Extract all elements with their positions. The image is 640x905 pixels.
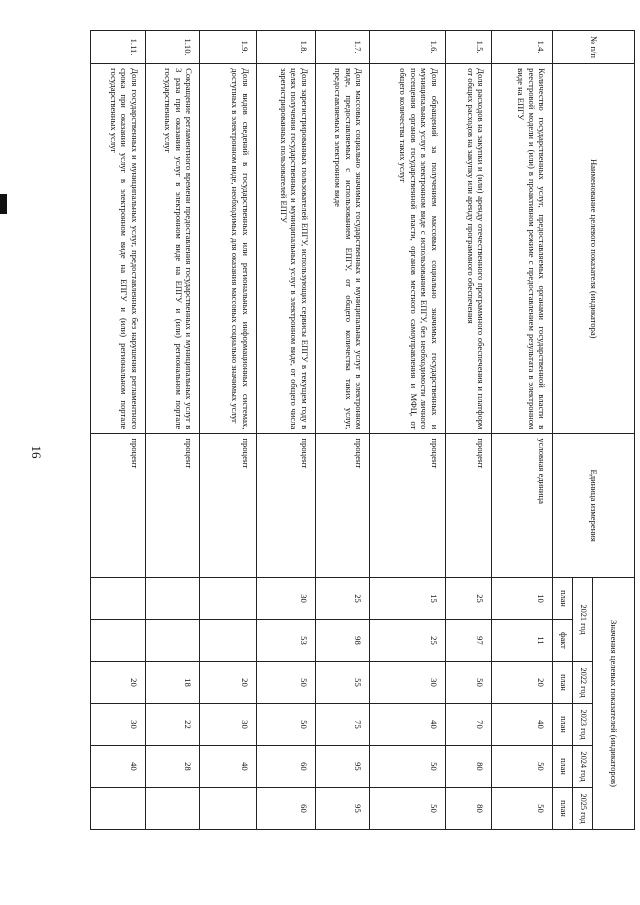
value-cell: 40 <box>91 745 146 787</box>
header-sub: план <box>553 787 573 829</box>
header-year-2021: 2021 год <box>573 578 593 662</box>
value-cell: 22 <box>145 703 200 745</box>
table-row <box>315 31 370 830</box>
value-cell: 25 <box>445 578 491 620</box>
unit-cell: процент <box>370 434 446 578</box>
indicator-name: Количество государственных услуг, предоставляемых органами государственной власти в реестровой модели и (или) в проактивном режиме с предоставлением результата в электронном виде на ЕПГУ <box>492 64 553 434</box>
unit-cell: процент <box>445 434 491 578</box>
value-cell: 95 <box>315 745 370 787</box>
value-cell: 30 <box>91 703 146 745</box>
unit-cell: процент <box>91 434 146 578</box>
header-year-2023: 2023 год <box>573 703 593 745</box>
value-cell: 15 <box>370 578 446 620</box>
row-number: 1.5. <box>445 31 491 64</box>
table-row <box>492 31 553 830</box>
value-cell: 97 <box>445 619 491 661</box>
value-cell: 98 <box>315 619 370 661</box>
table-row <box>145 31 200 830</box>
unit-cell: процент <box>145 434 200 578</box>
row-number: 1.8. <box>256 31 315 64</box>
unit-cell: процент <box>200 434 257 578</box>
value-cell: 50 <box>256 703 315 745</box>
row-number: 1.11. <box>91 31 146 64</box>
value-cell: 30 <box>200 703 257 745</box>
value-cell <box>91 787 146 829</box>
header-sub: план <box>553 661 573 703</box>
table-row <box>445 31 491 830</box>
value-cell: 50 <box>492 787 553 829</box>
table-body <box>91 31 553 830</box>
value-cell: 50 <box>445 661 491 703</box>
row-number: 1.9. <box>200 31 257 64</box>
value-cell: 30 <box>256 578 315 620</box>
value-cell <box>145 787 200 829</box>
indicator-table-sheet <box>90 30 635 830</box>
value-cell: 60 <box>256 745 315 787</box>
value-cell <box>200 578 257 620</box>
value-cell: 75 <box>315 703 370 745</box>
value-cell: 55 <box>315 661 370 703</box>
value-cell <box>145 619 200 661</box>
value-cell <box>145 578 200 620</box>
indicator-name: Доля зарегистрированных пользователей ЕПГУ, использующих сервисы ЕПГУ в текущем году в целях получения государственных и муниципальных услуг в электронном виде, от общего числа зарегистрированных пользователей ЕПГУ <box>256 64 315 434</box>
value-cell <box>91 578 146 620</box>
value-cell: 28 <box>145 745 200 787</box>
value-cell: 50 <box>370 787 446 829</box>
header-sub: план <box>553 745 573 787</box>
value-cell: 40 <box>492 703 553 745</box>
table-row <box>200 31 257 830</box>
header-sub: план <box>553 703 573 745</box>
value-cell: 80 <box>445 787 491 829</box>
value-cell: 25 <box>370 619 446 661</box>
header-year-2025: 2025 год <box>573 787 593 829</box>
value-cell <box>200 619 257 661</box>
value-cell: 30 <box>370 661 446 703</box>
value-cell <box>91 619 146 661</box>
indicator-name: Доля государственных и муниципальных услуг, предоставленных без нарушения регламентного срока при оказании услуг в электронном виде на ЕПГУ и (или) региональном портале государственных услуг <box>91 64 146 434</box>
indicator-name: Доля обращений за получением массовых социально значимых государственных и муниципальных услуг в электронном виде с использованием ЕПГУ, без необходимости личного посещения органов государственной власти, органов местного самоуправления и МФЦ, от общего количества таких услуг <box>370 64 446 434</box>
value-cell: 20 <box>492 661 553 703</box>
value-cell: 50 <box>256 661 315 703</box>
header-sub: план <box>553 578 573 620</box>
page-number: 16 <box>29 445 44 459</box>
indicator-name: Сокращение регламентного времени предоставления государственных и муниципальных услуг в 3 раза при оказании услуг в электронном виде на ЕПГУ и (или) региональном портале государственных услуг <box>145 64 200 434</box>
indicator-name: Доля массовых социально значимых государственных и муниципальных услуг в электронном виде, предоставляемых с использованием ЕПГУ, от общего количества таких услуг, предоставляемых в электронном виде <box>315 64 370 434</box>
indicator-name: Доля расходов на закупки и (или) аренду отечественного программного обеспечения и платформ от общих расходов на закупку или аренду программного обеспечения <box>445 64 491 434</box>
value-cell: 95 <box>315 787 370 829</box>
value-cell: 20 <box>91 661 146 703</box>
row-number: 1.10. <box>145 31 200 64</box>
header-number: № п/п <box>553 31 635 64</box>
value-cell: 70 <box>445 703 491 745</box>
value-cell: 40 <box>370 703 446 745</box>
value-cell: 11 <box>492 619 553 661</box>
value-cell: 50 <box>370 745 446 787</box>
indicator-name: Доля видов сведений в государственных или региональных информационных системах, доступных в электронном виде, необходимых для оказания массовых социально значимых услуг <box>200 64 257 434</box>
value-cell: 80 <box>445 745 491 787</box>
value-cell: 20 <box>200 661 257 703</box>
table-row <box>256 31 315 830</box>
value-cell <box>200 787 257 829</box>
row-number: 1.6. <box>370 31 446 64</box>
header-name: Наименование целевого показателя (индикатора) <box>553 64 635 434</box>
edge-mark <box>0 194 7 214</box>
header-values-group: Значения целевых показателей (индикаторов) <box>593 578 635 830</box>
value-cell: 53 <box>256 619 315 661</box>
value-cell: 50 <box>492 745 553 787</box>
table-row <box>370 31 446 830</box>
table-row <box>91 31 146 830</box>
row-number: 1.4. <box>492 31 553 64</box>
header-year-2024: 2024 год <box>573 745 593 787</box>
value-cell: 40 <box>200 745 257 787</box>
unit-cell: процент <box>315 434 370 578</box>
row-number: 1.7. <box>315 31 370 64</box>
value-cell: 60 <box>256 787 315 829</box>
header-sub: факт <box>553 619 573 661</box>
indicator-table <box>90 30 635 830</box>
unit-cell: процент <box>256 434 315 578</box>
unit-cell: условная единица <box>492 434 553 578</box>
value-cell: 25 <box>315 578 370 620</box>
header-year-2022: 2022 год <box>573 661 593 703</box>
header-unit: Единица измерения <box>553 434 635 578</box>
value-cell: 18 <box>145 661 200 703</box>
value-cell: 10 <box>492 578 553 620</box>
